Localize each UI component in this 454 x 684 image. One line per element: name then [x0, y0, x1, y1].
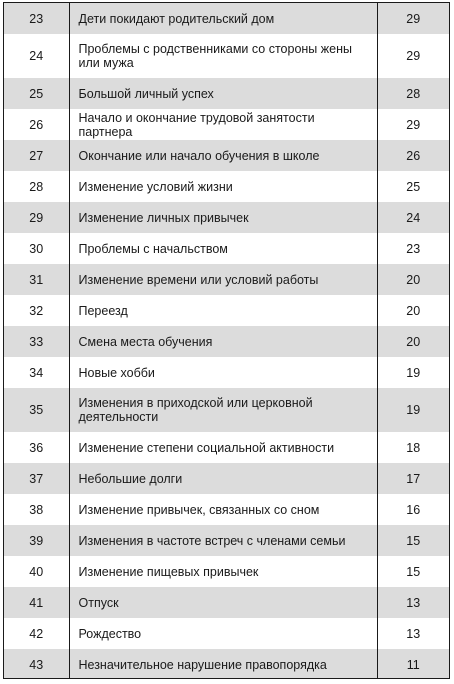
row-number: 39	[4, 525, 69, 556]
row-number: 24	[4, 34, 69, 78]
row-event: Изменение личных привычек	[69, 202, 377, 233]
row-number: 31	[4, 264, 69, 295]
row-event: Смена места обучения	[69, 326, 377, 357]
row-score: 17	[377, 463, 449, 494]
row-number: 40	[4, 556, 69, 587]
row-score: 15	[406, 564, 421, 579]
row-score: 20	[377, 326, 449, 357]
row-event: Изменение времени или условий работы	[69, 264, 377, 295]
row-event: Дети покидают родительский дом	[69, 3, 377, 34]
table-row	[4, 233, 449, 264]
row-score: 29	[377, 3, 449, 34]
table-row	[4, 618, 449, 649]
row-score: 16	[406, 502, 421, 517]
row-event: Небольшие долги	[69, 463, 377, 494]
row-score: 20	[377, 264, 449, 295]
row-number: 35	[4, 388, 69, 432]
row-event: Проблемы с родственниками со стороны жены или мужа	[69, 34, 377, 78]
events-table-grid	[4, 3, 449, 679]
row-number: 42	[4, 618, 69, 649]
row-event: Рождество	[69, 618, 377, 649]
row-event: Изменения в приходской или церковной деятельности	[69, 388, 377, 432]
row-number: 30	[4, 233, 69, 264]
row-score: 25	[406, 179, 421, 194]
events-table	[3, 2, 450, 679]
table-row	[4, 264, 449, 295]
row-number: 43	[4, 649, 69, 679]
row-event: Изменение пищевых привычек	[69, 556, 377, 587]
table-row	[4, 326, 449, 357]
row-score: 18	[406, 440, 421, 455]
table-row	[4, 78, 449, 109]
table-row	[4, 357, 449, 388]
row-number: 29	[4, 202, 69, 233]
table-row	[4, 202, 449, 233]
row-score: 29	[406, 49, 421, 63]
row-score: 28	[377, 78, 449, 109]
table-row	[4, 171, 449, 202]
table-row	[4, 388, 449, 432]
table-row	[4, 494, 449, 525]
row-number: 32	[4, 295, 69, 326]
row-score: 19	[377, 388, 449, 432]
table-row	[4, 649, 449, 679]
row-score: 29	[406, 117, 421, 132]
table-row	[4, 295, 449, 326]
row-score: 19	[406, 365, 421, 380]
row-number: 27	[4, 140, 69, 171]
table-row	[4, 34, 449, 78]
row-score: 24	[377, 202, 449, 233]
row-event: Проблемы с начальством	[69, 233, 377, 264]
table-row	[4, 463, 449, 494]
table-row	[4, 109, 449, 140]
row-score: 20	[406, 303, 421, 318]
table-row	[4, 3, 449, 34]
row-score: 11	[377, 649, 449, 679]
row-number: 41	[4, 587, 69, 618]
row-event: Изменение степени социальной активности	[69, 432, 377, 463]
row-score: 23	[406, 241, 421, 256]
row-number: 38	[4, 494, 69, 525]
row-number: 34	[4, 357, 69, 388]
row-number: 33	[4, 326, 69, 357]
row-event: Изменение привычек, связанных со сном	[69, 494, 377, 525]
row-number: 37	[4, 463, 69, 494]
row-number: 28	[4, 171, 69, 202]
row-event: Переезд	[69, 295, 377, 326]
row-number: 25	[4, 78, 69, 109]
row-event: Начало и окончание трудовой занятости партнера	[69, 109, 377, 140]
row-score: 15	[377, 525, 449, 556]
row-event: Отпуск	[69, 587, 377, 618]
row-number: 26	[4, 109, 69, 140]
table-row	[4, 556, 449, 587]
row-event: Большой личный успех	[69, 78, 377, 109]
row-score: 13	[406, 626, 421, 641]
table-row	[4, 525, 449, 556]
row-event: Незначительное нарушение правопорядка	[69, 649, 377, 679]
row-event: Окончание или начало обучения в школе	[69, 140, 377, 171]
row-event: Изменения в частоте встреч с членами семьи	[69, 525, 377, 556]
table-row	[4, 587, 449, 618]
row-score: 13	[377, 587, 449, 618]
row-score: 26	[377, 140, 449, 171]
row-event: Новые хобби	[69, 357, 377, 388]
table-row	[4, 432, 449, 463]
row-number: 36	[4, 432, 69, 463]
row-number: 23	[4, 3, 69, 34]
row-event: Изменение условий жизни	[69, 171, 377, 202]
table-row	[4, 140, 449, 171]
